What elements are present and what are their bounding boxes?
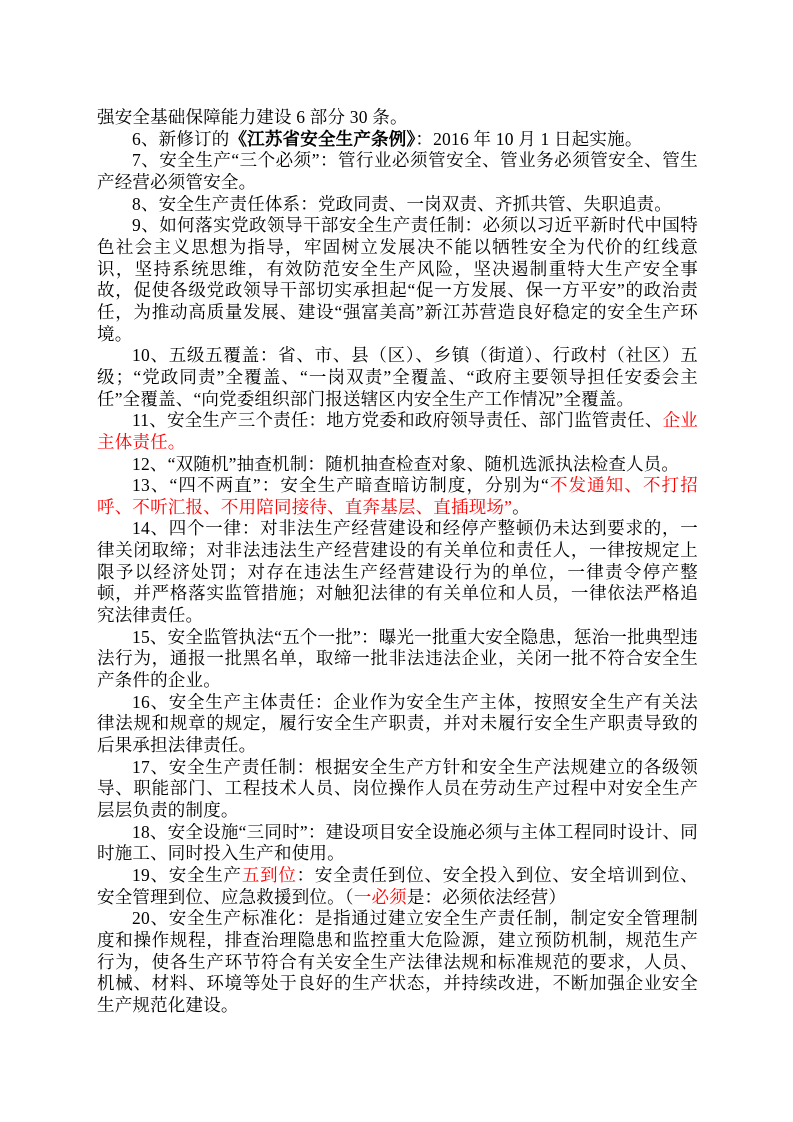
bold-text-run: 《江苏省安全生产条例》 (229, 128, 416, 149)
red-text-run: 企业主体责任。 (97, 410, 698, 452)
red-text-run: 不发通知、不打招呼、不听汇报、不用陪同接待、直奔基层、直插现场” (97, 475, 698, 517)
paragraph (97, 345, 698, 410)
paragraph (97, 150, 698, 193)
paragraph (97, 692, 698, 757)
text-run: 强安全基础保障能力建设 6 部分 30 条。 (97, 107, 408, 127)
text-run: 16、安全生产主体责任：企业作为安全生产主体，按照安全生产有关法律法规和规章的规定，履行安全生产职责，并对未履行安全生产职责导致的后果承担法律责任。 (97, 691, 698, 756)
text-run: 18、安全设施“三同时”：建设项目安全设施必须与主体工程同时设计、同时施工、同时投入生产和使用。 (97, 821, 698, 864)
text-run: 8、安全生产责任体系：党政同责、一岗双责、齐抓共管、失职追责。 (132, 193, 672, 214)
text-run: 11、安全生产三个责任：地方党委和政府领导责任、部门监管责任、 (132, 410, 663, 431)
paragraph (97, 627, 698, 692)
text-run: 20、安全生产标准化：是指通过建立安全生产责任制，制定安全管理制度和操作规程，排查治理隐患和监控重大危险源，建立预防机制，规范生产行为，使各生产环节符合有关安全生产法律法规和标准规范的要求，人员、机械、材料、环境等处于良好的生产状态，并持续改进，不断加强企业安全生产规范化建设。 (97, 908, 698, 1015)
text-run: 9、如何落实党政领导干部安全生产责任制：必须以习近平新时代中国特色社会主义思想为指导，牢固树立发展决不能以牺牲安全为代价的红线意识，坚持系统思维，有效防范安全生产风险，坚决遏制重特大生产安全事故，促使各级党政领导干部切实承担起“促一方发展、保一方平安”的政治责任，为推动高质量发展、建设“强富美高”新江苏营造良好稳定的安全生产环境。 (97, 215, 698, 344)
paragraph (97, 757, 698, 822)
paragraph (97, 475, 698, 518)
paragraph (97, 410, 698, 453)
text-run: 17、安全生产责任制：根据安全生产方针和安全生产法规建立的各级领导、职能部门、工程技术人员、岗位操作人员在劳动生产过程中对安全生产层层负责的制度。 (97, 756, 698, 820)
text-run: ：安全责任到位、安全投入到位、安全培训到位、安全管理到位、应急救援到位。（ (97, 864, 698, 907)
paragraph (97, 107, 698, 129)
text-run: 14、四个一律：对非法生产经营建设和经停产整顿仍未达到要求的，一律关闭取缔；对非法违法生产经营建设的有关单位和责任人，一律按规定上限予以经济处罚；对存在违法生产经营建设行为的单位，一律责令停产整顿，并严格落实监管措施；对触犯法律的有关单位和人员，一律依法严格追究法律责任。 (97, 518, 698, 626)
text-run: 10、五级五覆盖：省、市、县（区）、乡镇（街道）、行政村（社区）五级；“党政同责”全覆盖、“一岗双责”全覆盖、“政府主要领导担任安委会主任”全覆盖、“向党委组织部门报送辖区内安全生产工作情况”全覆盖。 (97, 345, 698, 409)
paragraph (97, 865, 698, 908)
paragraph (97, 822, 698, 865)
paragraph (97, 908, 698, 1016)
text-run: 12、“双随机”抽查机制：随机抽查检查对象、随机选派执法检查人员。 (132, 453, 680, 474)
text-run: 19、安全生产 (132, 864, 242, 885)
paragraph (97, 194, 698, 216)
text-run: 是：必须依法经营） (406, 886, 567, 907)
text-run: 。 (512, 496, 530, 517)
paragraph (97, 215, 698, 345)
red-text-run: 一必须 (353, 886, 407, 907)
text-run: 7、安全生产“三个必须”：管行业必须管安全、管业务必须管安全、管生产经营必须管安全。 (97, 150, 698, 192)
text-run: 15、安全监管执法“五个一批”：曝光一批重大安全隐患，惩治一批典型违法行为，通报一批黑名单，取缔一批非法违法企业，关闭一批不符合安全生产条件的企业。 (97, 626, 698, 691)
text-run: 13、“四不两直”：安全生产暗查暗访制度，分别为“ (132, 475, 550, 496)
text-run: 6、新修订的 (132, 128, 230, 149)
text-run: ：2016 年 10 月 1 日起实施。 (415, 128, 643, 149)
red-text-run: 五到位 (241, 864, 297, 885)
document-body (97, 107, 698, 1017)
paragraph (97, 518, 698, 626)
paragraph (97, 129, 698, 151)
paragraph (97, 454, 698, 476)
